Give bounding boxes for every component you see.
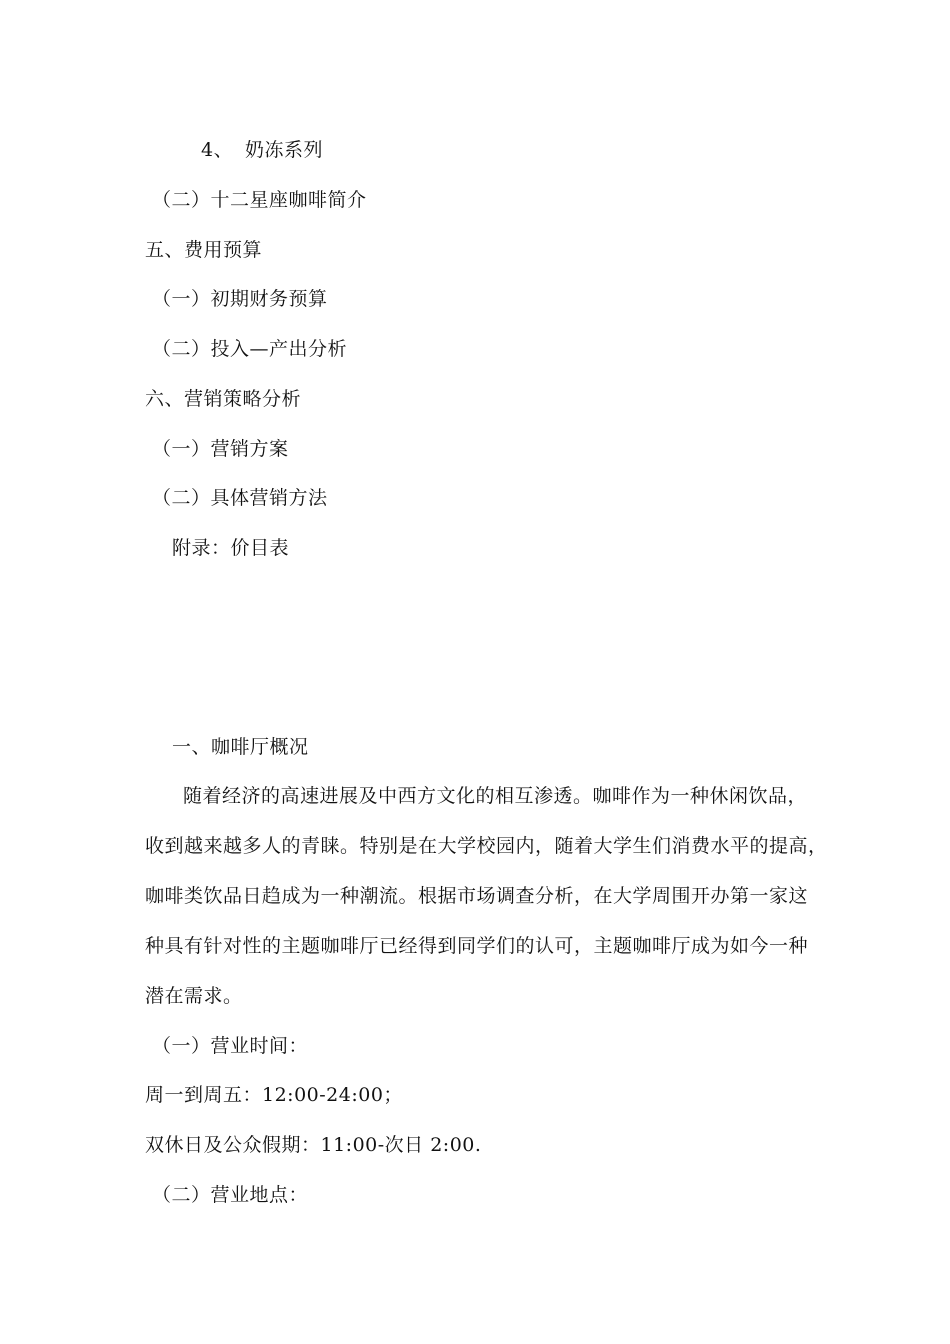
hours-weekend: 双休日及公众假期：11:00-次日 2:00.: [145, 1134, 482, 1156]
toc-item-4: [201, 137, 323, 163]
paragraph-line: 收到越来越多人的青睐。特别是在大学校园内，随着大学生们消费水平的提高，: [145, 835, 828, 857]
location-heading: （二）营业地点：: [152, 1184, 309, 1206]
section-1-title: 一、咖啡厅概况: [172, 736, 309, 758]
toc-item-4-number: 4、: [201, 139, 234, 161]
toc-sec6-sub2: （二）具体营销方法: [152, 487, 328, 509]
hours-weekday: 周一到周五：12:00-24:00；: [145, 1084, 403, 1106]
toc-sec5-sub1: （一）初期财务预算: [152, 288, 328, 310]
paragraph-line: 潜在需求。: [145, 985, 243, 1007]
paragraph-line: 咖啡类饮品日趋成为一种潮流。根据市场调查分析，在大学周围开办第一家这: [145, 885, 809, 907]
toc-sec6-sub1: （一）营销方案: [152, 438, 289, 460]
paragraph-line: 随着经济的高速进展及中西方文化的相互渗透。咖啡作为一种休闲饮品，: [183, 785, 808, 807]
toc-sec6-title: 六、营销策略分析: [145, 388, 302, 410]
paragraph-line: 种具有针对性的主题咖啡厅已经得到同学们的认可，主题咖啡厅成为如今一种: [145, 935, 809, 957]
toc-sec4-sub2: （二）十二星座咖啡简介: [152, 189, 367, 211]
toc-sec5-sub2: （二）投入—产出分析: [152, 338, 348, 360]
toc-appendix: 附录：价目表: [172, 537, 290, 559]
toc-item-4-text: 奶冻系列: [245, 139, 324, 161]
hours-heading: （一）营业时间：: [152, 1035, 309, 1057]
toc-sec5-title: 五、费用预算: [145, 239, 263, 261]
